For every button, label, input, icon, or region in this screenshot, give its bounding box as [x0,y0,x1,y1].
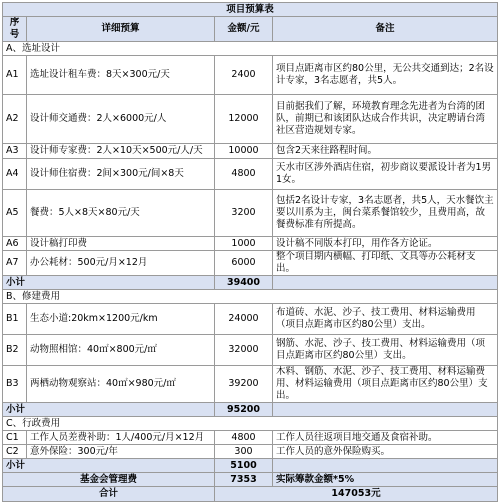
row-detail: 动物照相馆：40㎡×800元/㎡ [27,335,215,366]
row-detail: 生态小道:20km×1200元/km [27,304,215,335]
row-id: A7 [3,251,27,276]
row-id: A4 [3,159,27,190]
fee-label: 基金会管理费 [3,473,215,487]
subtotal-label: 小计 [3,459,215,473]
subtotal-label: 小计 [3,276,215,290]
row-amount: 2400 [215,56,273,95]
table-row [3,237,498,251]
row-detail: 工作人员差费补助：1人/400元/月×12月 [27,431,215,445]
subtotal-note [273,403,498,417]
management-fee-row [3,473,498,487]
section-b-label: B、修建费用 [3,290,498,304]
subtotal-row-b [3,403,498,417]
table-row [3,431,498,445]
table-row [3,335,498,366]
row-amount: 32000 [215,335,273,366]
row-note: 项目点距离市区约80公里，无公共交通到达；2名设计专家，3名志愿者，共5人。 [273,56,498,95]
section-c-row [3,417,498,431]
fee-amount: 7353 [215,473,273,487]
row-note: 钢筋、水泥、沙子、技工费用、材料运输费用（项目点距离市区约80公里）支出。 [273,335,498,366]
title-row [3,3,498,17]
subtotal-row-c [3,459,498,473]
table-row [3,144,498,159]
row-id: B1 [3,304,27,335]
row-note: 整个项目期内横幅、打印纸、文具等办公耗材支出。 [273,251,498,276]
subtotal-note [273,459,498,473]
row-note: 工作人员的意外保险购买。 [273,445,498,459]
row-note: 设计稿不同版本打印，用作各方论证。 [273,237,498,251]
section-a-row [3,42,498,56]
row-amount: 1000 [215,237,273,251]
table-row [3,190,498,237]
budget-table [2,2,498,502]
table-row [3,445,498,459]
subtotal-row-a [3,276,498,290]
total-amount: 147053元 [215,487,498,502]
row-note: 包含2天来往路程时间。 [273,144,498,159]
subtotal-amount: 39400 [215,276,273,290]
row-note: 木料、钢筋、水泥、沙子、技工费用、材料运输费用、材料运输费用（项目点距离市区约80公里）支出。 [273,366,498,403]
row-id: A6 [3,237,27,251]
total-label: 合计 [3,487,215,502]
table-row [3,95,498,144]
row-id: B2 [3,335,27,366]
row-amount: 4800 [215,431,273,445]
row-id: B3 [3,366,27,403]
fee-note: 实际筹款金额*5% [273,473,498,487]
table-row [3,251,498,276]
table-row [3,56,498,95]
total-row [3,487,498,502]
table-title: 项目预算表 [3,3,498,17]
row-amount: 4800 [215,159,273,190]
row-detail: 办公耗材：500元/月×12月 [27,251,215,276]
row-note: 天水市区涉外酒店住宿，初步商议要派设计者为1男1女。 [273,159,498,190]
header-note: 备注 [273,17,498,42]
row-detail: 餐费：5人×8天×80元/天 [27,190,215,237]
section-a-label: A、选址设计 [3,42,498,56]
header-amount: 金额/元 [215,17,273,42]
row-detail: 意外保险：300元/年 [27,445,215,459]
row-note: 工作人员往返项目地交通及食宿补助。 [273,431,498,445]
row-note: 布道砖、水泥、沙子、技工费用、材料运输费用（项目点距离市区约80公里）支出。 [273,304,498,335]
row-id: A3 [3,144,27,159]
section-c-label: C、行政费用 [3,417,498,431]
table-row [3,366,498,403]
table-row [3,159,498,190]
table-row [3,304,498,335]
row-note: 包括2名设计专家，3名志愿者，共5人，天水餐饮主要以川系为主，闽台菜系餐馆较少，且费用高，故餐费标准有所提高。 [273,190,498,237]
row-detail: 设计稿打印费 [27,237,215,251]
subtotal-amount: 5100 [215,459,273,473]
row-detail: 选址设计租车费：8天×300元/天 [27,56,215,95]
row-detail: 设计师专家费：2人×10天×500元/人/天 [27,144,215,159]
header-detail: 详细预算 [27,17,215,42]
row-id: A2 [3,95,27,144]
subtotal-label: 小计 [3,403,215,417]
row-amount: 12000 [215,95,273,144]
row-id: C1 [3,431,27,445]
row-detail: 两栖动物观察站：40㎡×980元/㎡ [27,366,215,403]
row-amount: 10000 [215,144,273,159]
header-row [3,17,498,42]
row-amount: 300 [215,445,273,459]
row-detail: 设计师住宿费：2间×300元/间×8天 [27,159,215,190]
subtotal-amount: 95200 [215,403,273,417]
row-amount: 3200 [215,190,273,237]
row-detail: 设计师交通费：2人×6000元/人 [27,95,215,144]
row-id: C2 [3,445,27,459]
row-amount: 24000 [215,304,273,335]
row-amount: 6000 [215,251,273,276]
row-note: 目前据我们了解，环境教育理念先进者为台湾的团队，前期已和该团队达成合作共识，决定聘请台湾社区营造规划专家。 [273,95,498,144]
row-id: A5 [3,190,27,237]
subtotal-note [273,276,498,290]
section-b-row [3,290,498,304]
row-id: A1 [3,56,27,95]
header-seq: 序号 [3,17,27,42]
row-amount: 39200 [215,366,273,403]
